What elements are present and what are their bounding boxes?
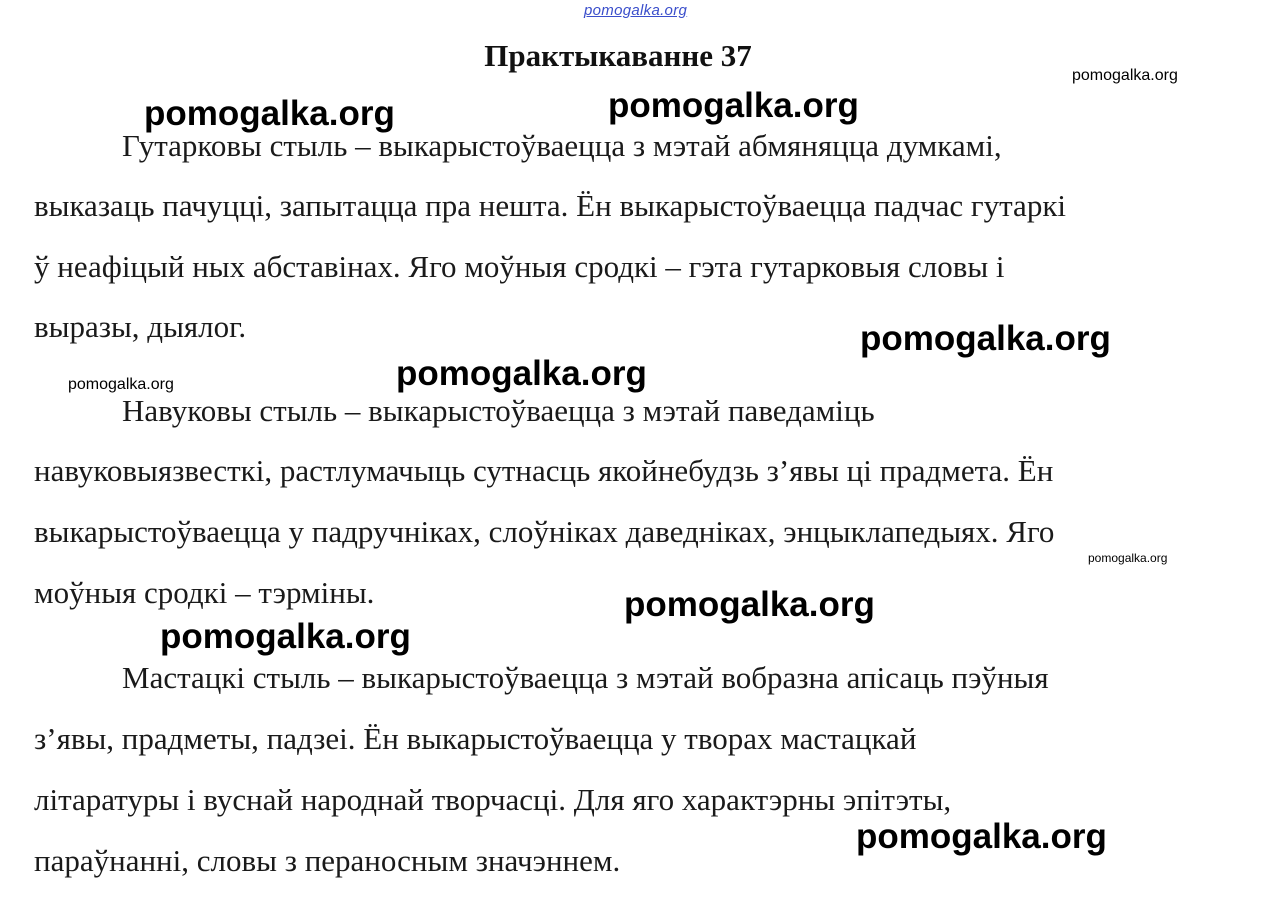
paragraph-2-line-1: Навуковы стыль – выкарыстоўваецца з мэтай паведаміць <box>122 393 875 428</box>
paragraph-1-line-2: выказаць пачуцці, запытацца пра нешта. Ён выкарыстоўваецца падчас гутаркі <box>34 188 1066 223</box>
page-title: Практыкаванне 37 <box>484 38 752 73</box>
watermark: pomogalka.org <box>624 585 875 624</box>
paragraph-3-line-4: параўнанні, словы з пераносным значэннем. <box>34 843 621 878</box>
watermark: pomogalka.org <box>608 86 859 125</box>
paragraph-3-line-3: літаратуры і вуснай народнай творчасці. Для яго характэрны эпітэты, <box>34 782 952 817</box>
watermark: pomogalka.org <box>1088 551 1168 565</box>
paragraph-1-line-4: выразы, дыялог. <box>34 309 247 344</box>
watermark: pomogalka.org <box>68 376 174 393</box>
paragraph-2-line-2: навуковыязвесткі, растлумачыць сутнасць якойнебудзь з’явы ці прадмета. Ён <box>34 453 1054 488</box>
paragraph-3-line-1: Мастацкі стыль – выкарыстоўваецца з мэтай вобразна апісаць пэўныя <box>122 660 1049 695</box>
watermark: pomogalka.org <box>144 94 395 133</box>
watermark: pomogalka.org <box>160 617 411 656</box>
paragraph-2-line-3: выкарыстоўваецца у падручніках, слоўніках даведніках, энцыклапедыях. Яго <box>34 514 1055 549</box>
paragraph-1-line-1: Гутарковы стыль – выкарыстоўваецца з мэтай абмяняцца думкамі, <box>122 128 1002 163</box>
paragraph-2-line-4: моўныя сродкі – тэрміны. <box>34 575 375 610</box>
site-link[interactable]: pomogalka.org <box>584 2 688 19</box>
paragraph-1-line-3: ў неафіцый ных абставінах. Яго моўныя сродкі – гэта гутарковыя словы і <box>34 249 1005 284</box>
watermark: pomogalka.org <box>396 354 647 393</box>
watermark: pomogalka.org <box>1072 67 1178 84</box>
watermark: pomogalka.org <box>860 319 1111 358</box>
watermark: pomogalka.org <box>856 817 1107 856</box>
paragraph-3-line-2: з’явы, прадметы, падзеі. Ён выкарыстоўваецца у творах мастацкай <box>34 721 917 756</box>
